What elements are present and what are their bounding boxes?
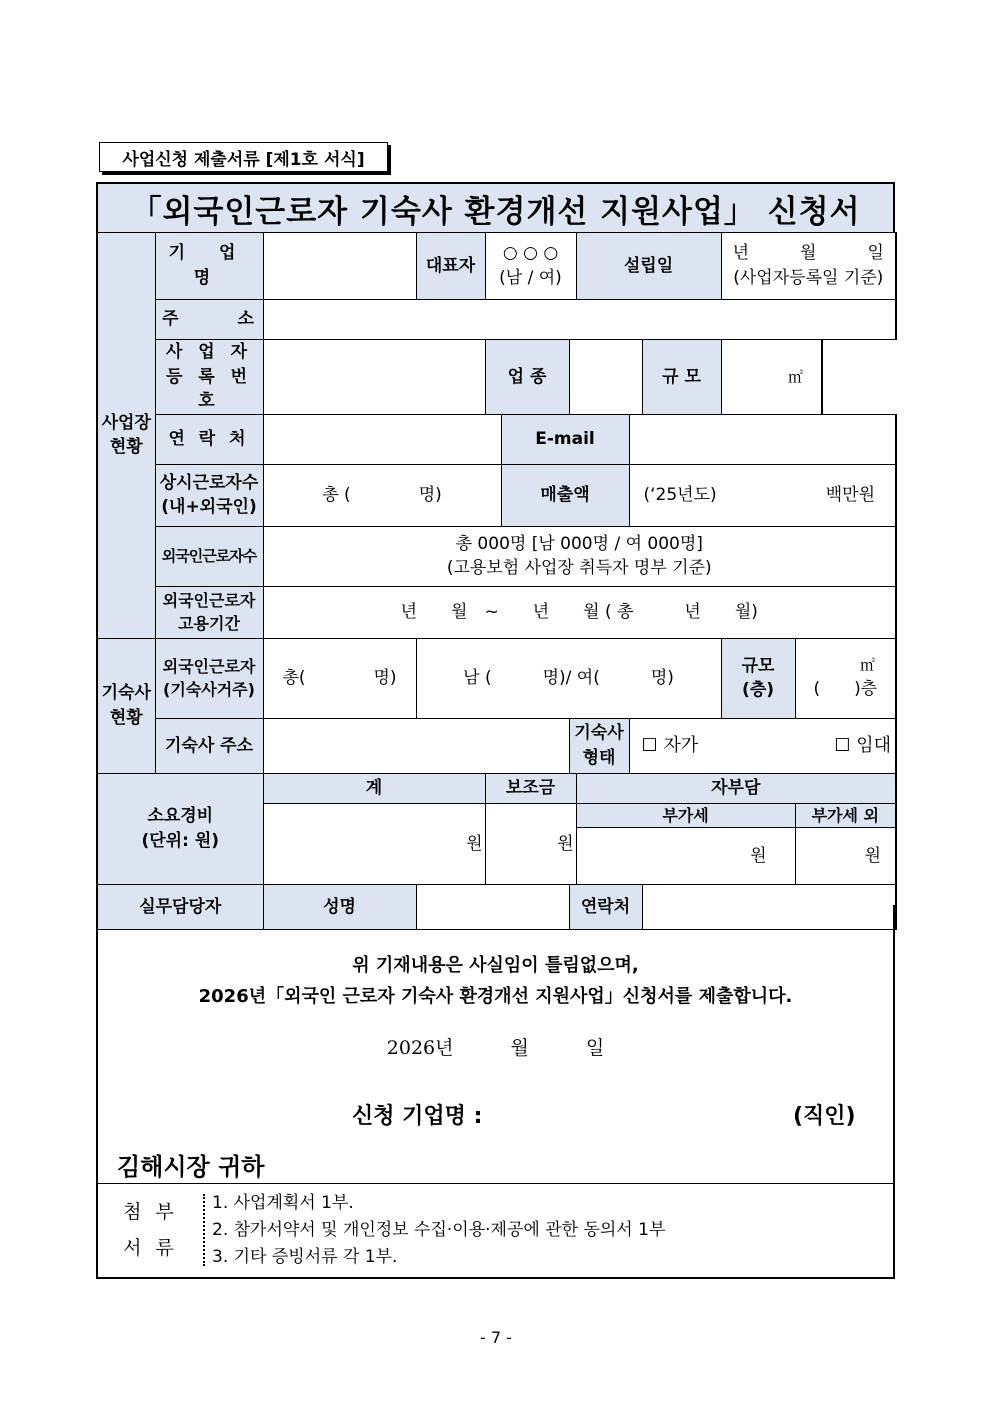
ceo-label: 대표자 (416, 233, 485, 300)
foreign-workers-label: 외국인근로자수 (155, 526, 263, 586)
dorm-type-label-line2: 형태 (582, 747, 616, 768)
non-vat-unit: 원 (864, 845, 882, 866)
section2-label-line1: 기숙사 (101, 683, 151, 704)
page-number: - 7 - (480, 1328, 512, 1347)
dorm-type-own-checkbox[interactable]: ☐ 자가 (641, 734, 699, 756)
residents-label (155, 638, 263, 718)
ceo-gender: (남 / 여) (499, 268, 562, 288)
cost-label-line2: (단위: 원) (141, 831, 220, 852)
section-label-line1: 사업장 (101, 412, 151, 433)
declaration-line2: 2026년「외국인 근로자 기숙사 환경개선 지원사업」신청서를 제출합니다. (198, 986, 793, 1007)
form-number-tag: 사업신청 제출서류 [제1호 서식] (99, 142, 388, 172)
ceo-placeholder: ○ ○ ○ (502, 243, 559, 264)
foreign-workers-note: (고용보험 사업장 취득자 명부 기준) (446, 558, 712, 579)
email-field[interactable] (629, 414, 896, 464)
contact-field[interactable] (263, 414, 501, 464)
cost-total-field[interactable] (263, 803, 485, 884)
sales-label: 매출액 (501, 464, 629, 526)
bizno-field[interactable] (263, 340, 485, 415)
founded-date: 년 월 일 (732, 243, 884, 264)
dorm-address-field[interactable] (263, 718, 569, 773)
recipient: 김해시장 귀하 (117, 1153, 265, 1181)
size-unit: ㎡ (788, 367, 804, 386)
bizno-label (155, 340, 263, 415)
contact-label: 연 락 처 (155, 414, 263, 464)
residents-total-field[interactable]: 총( 명) (263, 638, 416, 718)
industry-label: 업 종 (485, 340, 569, 415)
company-name-label: 기 업 명 (155, 233, 263, 300)
dorm-type-rent-checkbox[interactable]: ☐ 임대 (834, 734, 892, 756)
scale-field[interactable] (795, 638, 896, 718)
email-label: E-mail (501, 414, 629, 464)
residents-gender-field[interactable]: 남 ( 명)/ 여( 명) (416, 638, 721, 718)
industry-field[interactable] (569, 340, 642, 415)
workers-field[interactable]: 총 ( 명) (263, 464, 501, 526)
section-dormitory-label (97, 638, 155, 773)
non-vat-label: 부가세 외 (795, 803, 896, 827)
cost-label (97, 773, 263, 884)
scale-label-line1: 규모 (741, 655, 775, 676)
founded-label: 설립일 (576, 233, 721, 300)
foreign-workers-count: 총 000명 [남 000명 / 여 000명] (455, 533, 703, 554)
residents-label-line1: 외국인근로자 (162, 657, 256, 677)
dorm-type-field (629, 718, 896, 773)
application-form-table (96, 232, 897, 930)
cost-subsidy-label: 보조금 (485, 773, 576, 803)
cost-total-label: 계 (263, 773, 485, 803)
sales-year: (‘25년도) (643, 485, 717, 506)
attachments-list (212, 1190, 665, 1271)
workers-label-line2: (내+외국인) (161, 497, 257, 518)
cost-subsidy-unit: 원 (557, 833, 574, 854)
section2-label-line2: 현황 (109, 707, 143, 728)
dorm-type-label-line1: 기숙사 (574, 723, 624, 744)
declaration-line1: 위 기재내용은 사실임이 틀림없으며, (352, 955, 639, 976)
attachments-label-line2: 서 류 (123, 1237, 178, 1259)
bizno-label-line1: 사 업 자 (165, 342, 253, 362)
dorm-type-label (569, 718, 629, 773)
section-label-line2: 현황 (109, 437, 143, 458)
section-company-label (97, 233, 155, 639)
workers-label-line1: 상시근로자수 (159, 472, 259, 493)
foreign-workers-field[interactable] (263, 526, 896, 586)
vat-label: 부가세 (576, 803, 795, 827)
period-label-line2: 고용기간 (178, 614, 240, 634)
applicant-label: 신청 기업명 : (352, 1104, 483, 1129)
contact-name-label: 성명 (263, 885, 416, 930)
scale-unit: ㎡ (860, 656, 876, 675)
attachments-label (98, 1194, 205, 1266)
attachment-item: 1. 사업계획서 1부. (212, 1193, 354, 1213)
scale-label (721, 638, 795, 718)
residents-label-line2: (기숙사거주) (163, 680, 255, 700)
size-field[interactable] (721, 340, 822, 415)
contact-phone-label: 연락처 (569, 885, 642, 930)
cost-subsidy-field[interactable] (485, 803, 576, 884)
attachments-label-line1: 첨 부 (123, 1201, 178, 1223)
attachments-box (96, 1183, 895, 1279)
founded-note: (사업자등록일 기준) (733, 268, 884, 288)
founded-field[interactable] (721, 233, 896, 300)
employment-period-field[interactable]: 년 월 ~ 년 월 ( 총 년 월) (263, 586, 896, 638)
bizno-label-line2: 등 록 번 호 (165, 366, 253, 412)
cost-self-label: 자부담 (576, 773, 896, 803)
contact-person-label: 실무담당자 (97, 885, 263, 930)
vat-field[interactable] (576, 828, 795, 885)
address-field[interactable] (263, 300, 896, 340)
cost-label-line1: 소요경비 (147, 806, 214, 827)
ceo-field[interactable] (485, 233, 576, 300)
declaration-area (96, 905, 895, 1184)
scale-floor: ( )층 (813, 678, 878, 699)
vat-unit: 원 (750, 845, 767, 866)
sales-unit: 백만원 (825, 485, 876, 506)
form-title: 「외국인근로자 기숙사 환경개선 지원사업」 신청서 (96, 182, 895, 233)
dorm-address-label: 기숙사 주소 (155, 718, 263, 773)
company-name-field[interactable] (263, 233, 416, 300)
address-label: 주 소 (155, 300, 263, 340)
period-label-line1: 외국인근로자 (162, 591, 256, 611)
size-label: 규 모 (642, 340, 721, 415)
scale-label-line2: (층) (742, 680, 775, 701)
attachment-item: 2. 참가서약서 및 개인정보 수집·이용·제공에 관한 동의서 1부 (212, 1220, 666, 1240)
declaration-text (98, 950, 893, 1012)
cost-total-unit: 원 (466, 833, 483, 854)
attachment-item: 3. 기타 증빙서류 각 1부. (212, 1247, 398, 1267)
non-vat-field[interactable] (795, 828, 896, 885)
workers-label (155, 464, 263, 526)
declaration-date: 2026년 월 일 (386, 1037, 605, 1059)
employment-period-label (155, 586, 263, 638)
seal-label: (직인) (793, 1104, 856, 1129)
sales-field[interactable] (629, 464, 896, 526)
